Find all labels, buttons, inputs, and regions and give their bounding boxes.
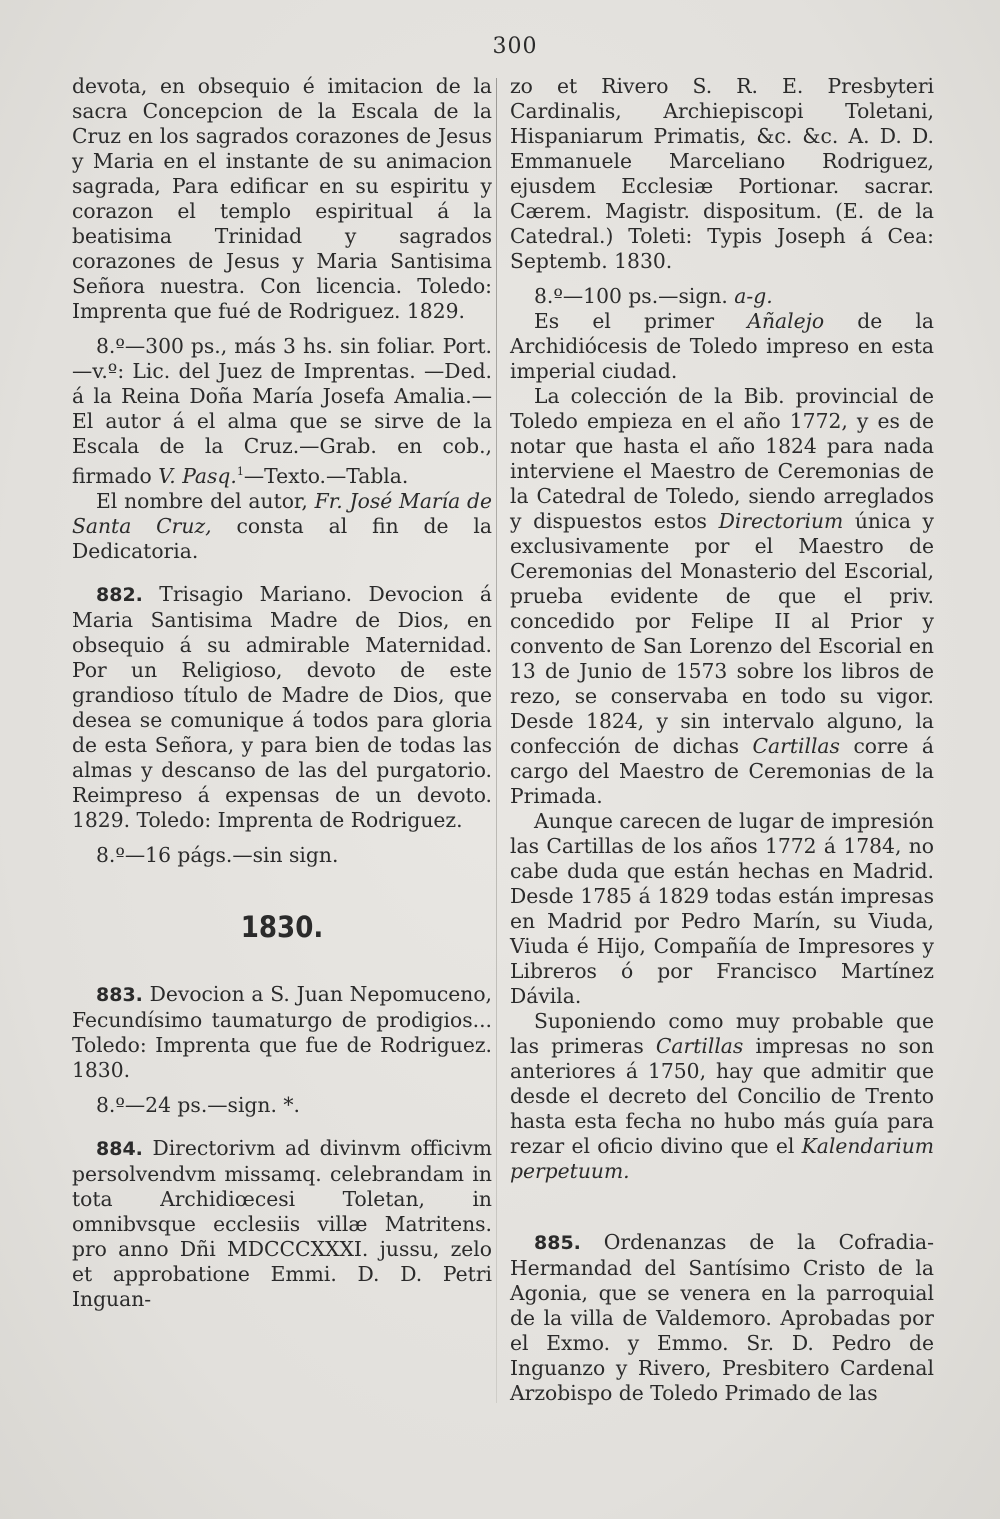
note-text: de la Archidiócesis de Toledo impreso en esta imperial ciudad. (510, 309, 934, 383)
footnote-marker: 1 (236, 465, 244, 478)
physical-note-text: 8.º—100 ps.—sign. (534, 284, 728, 308)
entry-883 (72, 982, 492, 1083)
entry-882 (72, 582, 492, 833)
entry-884-note-analejo (510, 309, 934, 384)
entry-881-physical-note (72, 334, 492, 489)
entry-884-note-kalendarium (510, 1009, 934, 1184)
entry-title: Devocion a S. Juan Nepomuceno, Fecundísimo taumaturgo de prodigios... Toledo: Imprenta que fue de Rodriguez. 1830. (72, 981, 492, 1082)
author-note-start: El nombre del autor, (96, 488, 308, 513)
note-text: impresas no son anteriores á 1750, hay que admitir que desde el decreto del Concilio de Trento hasta esta fecha no hubo más guía para rezar el oficio divino que el (510, 1034, 935, 1158)
entry-number: 882. (96, 583, 143, 606)
engraver-signature: V. Pasq. (158, 463, 237, 488)
entry-number: 885. (534, 1232, 581, 1254)
entry-884-continuation: zo et Rivero S. R. E. Presbyteri Cardinalis, Archiepiscopi Toletani, Hispaniarum Primatis, &c. &c. A. D. D. Emmanuele Marceliano Rodriguez, ejusdem Ecclesiæ Portionar. sacrar. Cærem. Magistr. dispositum. (E. de la Catedral.) Toleti: Typis Joseph á Cea: Septemb. 1830. (510, 74, 934, 273)
note-text: única y exclusivamente por el Maestro de Ceremonias del Monasterio del Escorial, prueba evidente de que el priv. concedido por Felipe II al Prior y convento de San Lorenzo del Escorial en 13 de Junio de 1573 sobre los libros de rezo, se conservaba en todo su vigor. Desde 1824, y sin intervalo alguno, la confección de dichas (510, 509, 934, 758)
page-number: 300 (492, 34, 538, 59)
year-heading: 1830. (240, 909, 324, 944)
entry-882-physical-note: 8.º—16 págs.—sin sign. (96, 842, 339, 867)
note-text: Es el primer (534, 309, 715, 333)
entry-number: 884. (96, 1137, 143, 1160)
entry-883-physical-note: 8.º—24 ps.—sign. *. (96, 1092, 300, 1117)
entry-881-physical-note-text: 8.º—300 ps., más 3 hs. sin foliar. Port.—v.º: Lic. del Juez de Imprentas. —Ded. á la Reina Doña María Josefa Amalia.—El autor á el alma que se sirve de la Escala de la Cruz.—Grab. en cob., firmado (72, 334, 492, 488)
note-italic: Añalejo (747, 309, 825, 333)
entry-884-note-printing: Aunque carecen de lugar de impresión las Cartillas de los años 1772 á 1784, no cabe duda que están hechas en Madrid. Desde 1785 á 1829 todas están impresas en Madrid por Pedro Marín, su Viuda, Viuda é Hijo, Compañía de Impresores y Libreros ó por Francisco Martínez Dávila. (510, 809, 934, 1008)
column-divider (496, 78, 497, 1403)
entry-title: Directorivm ad divinvm officivm persolvendvm missamq. celebrandam in tota Archidiœcesi Toletan, in omnibvsque ecclesiis villæ Matritens. pro anno Dñi MDCCCXXXI. jussu, zelo et approbatione Emmi. D. D. Petri Inguan- (72, 1135, 492, 1311)
signature-range: a-g. (734, 284, 773, 308)
right-column (510, 74, 934, 1406)
note-italic: Kalendarium perpetuum. (510, 1134, 934, 1183)
entry-881-continuation: devota, en obsequio é imitacion de la sacra Concepcion de la Escala de la Cruz en los sagrados corazones de Jesus y Maria en el instante de su animacion sagrada, Para edificar en su espiritu y corazon el templo espiritual á la beatisima Trinidad y sagrados corazones de Jesus y Maria Santisima Señora nuestra. Con licencia. Toledo: Imprenta que fué de Rodriguez. 1829. (72, 74, 492, 323)
entry-885 (510, 1230, 934, 1406)
entry-881-author-note (72, 489, 492, 564)
entry-title: Trisagio Mariano. Devocion á Maria Santisima Madre de Dios, en obsequio á su admirable Maternidad. Por un Religioso, devoto de este grandioso título de Madre de Dios, que desea se comunique á todos para gloria de esta Señora, y para bien de todas las almas y descanso de las del purgatorio. Reimpreso á expensas de un devoto. 1829. Toledo: Imprenta de Rodriguez. (72, 581, 492, 832)
author-name: Fr. José María de Santa Cruz, (72, 488, 492, 538)
note-text: corre á cargo del Maestro de Ceremonias de la Primada. (510, 734, 935, 808)
entry-number: 883. (96, 983, 143, 1006)
note-italic: Cartillas (752, 734, 840, 758)
author-note-end: consta al fin de la Dedicatoria. (72, 513, 492, 563)
left-column (72, 74, 492, 1312)
entry-884 (72, 1136, 492, 1312)
note-text: Suponiendo como muy probable que las primeras (510, 1009, 934, 1058)
note-italic: Cartillas (655, 1034, 744, 1058)
entry-884-note-collection (510, 384, 934, 809)
entry-title: Ordenanzas de la Cofradia-Hermandad del Santísimo Cristo de la Agonia, que se venera en la parroquial de la villa de Valdemoro. Aprobadas por el Exmo. y Emmo. Sr. D. Pedro de Inguanzo y Rivero, Presbitero Cardenal Arzobispo de Toledo Primado de las (510, 1230, 935, 1405)
entry-881-physical-note-end: —Texto.—Tabla. (243, 463, 409, 488)
note-text: La colección de la Bib. provincial de Toledo empieza en el año 1772, y es de notar que hasta el año 1824 para nada interviene el Maestro de Ceremonias de la Catedral de Toledo, siendo arreglados y dispuestos estos (510, 384, 934, 533)
note-italic: Directorium (718, 509, 844, 533)
entry-884-physical-note (510, 284, 934, 309)
